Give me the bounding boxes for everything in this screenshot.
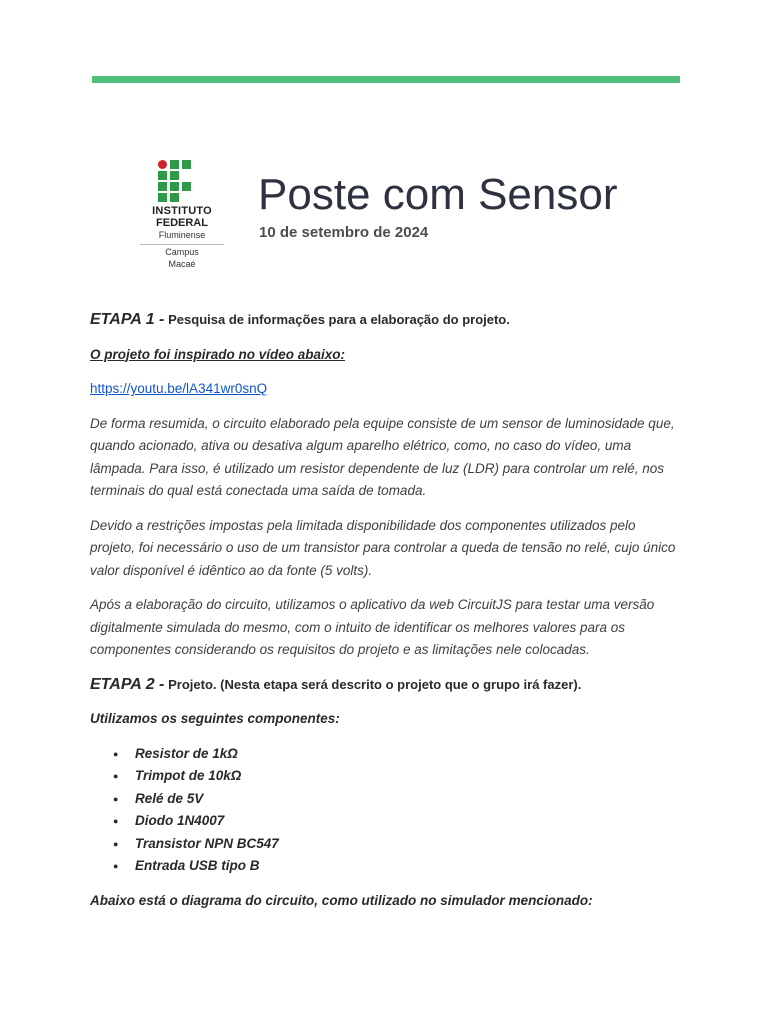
logo-text-macae: Macaé <box>168 259 196 269</box>
logo-text-federal: FEDERAL <box>156 217 208 229</box>
components-list <box>90 743 680 878</box>
etapa-2-description: Projeto. (Nesta etapa será descrito o projeto que o grupo irá fazer). <box>168 676 582 692</box>
logo-text-instituto: INSTITUTO <box>152 205 212 217</box>
video-link[interactable]: https://youtu.be/lA341wr0snQ <box>90 381 268 396</box>
list-item: ● Relé de 5V <box>135 788 680 811</box>
paragraph-simulation: Após a elaboração do circuito, utilizamos o aplicativo da web CircuitJS para testar uma versão digitalmente simulada do mesmo, com o intuito de identificar os melhores valores para os componentes considerando os requisitos do projeto e as limitações nele colocadas. <box>90 597 655 657</box>
logo-text-campus: Campus <box>165 247 199 257</box>
components-heading <box>90 708 680 731</box>
list-item: ● Diodo 1N4007 <box>135 810 680 833</box>
video-link-paragraph <box>90 378 680 401</box>
document-body <box>90 309 680 924</box>
inspired-heading <box>90 344 680 367</box>
diagram-caption <box>90 890 680 913</box>
etapa-2-label: ETAPA 2 - <box>90 675 165 693</box>
paragraph-restrictions: Devido a restrições impostas pela limitada disponibilidade dos componentes utilizados pelo projeto, foi necessário o uso de um transistor para controlar a queda de tensão no relé, cujo único valor disponível é idêntico ao da fonte (5 volts). <box>90 517 676 578</box>
diagram-caption-text: Abaixo está o diagrama do circuito, como utilizado no simulador mencionado: <box>90 892 593 908</box>
list-item: ● Trimpot de 10kΩ <box>135 765 680 788</box>
logo-divider <box>140 244 224 245</box>
logo-mark-icon <box>158 160 192 202</box>
header-accent-bar <box>92 76 680 83</box>
components-heading-text: Utilizamos os seguintes componentes: <box>90 711 340 726</box>
list-item: ● Transistor NPN BC547 <box>135 833 680 856</box>
list-item: ● Entrada USB tipo B <box>135 855 680 878</box>
etapa-1-label: ETAPA 1 - <box>90 311 165 328</box>
inspired-heading-text: O projeto foi inspirado no vídeo abaixo: <box>90 346 346 362</box>
page-title: Poste com Sensor <box>258 170 618 219</box>
logo-text-fluminense: Fluminense <box>158 230 206 240</box>
instituto-federal-logo <box>138 158 226 276</box>
page-date: 10 de setembro de 2024 <box>259 224 429 241</box>
list-item: ● Resistor de 1kΩ <box>135 743 680 766</box>
etapa-1-description: Pesquisa de informações para a elaboração do projeto. <box>168 312 510 327</box>
etapa-2-heading <box>90 674 680 697</box>
paragraph-summary: De forma resumida, o circuito elaborado pela equipe consiste de um sensor de luminosidade que, quando acionado, ativa ou desativa algum aparelho elétrico, como, no caso do vídeo, uma lâmpada. Para isso, é utilizado um resistor dependente de luz (LDR) para controlar um relé, nos terminais do qual está conectada uma saída de tomada. <box>90 415 675 498</box>
etapa-1-heading <box>90 309 680 332</box>
